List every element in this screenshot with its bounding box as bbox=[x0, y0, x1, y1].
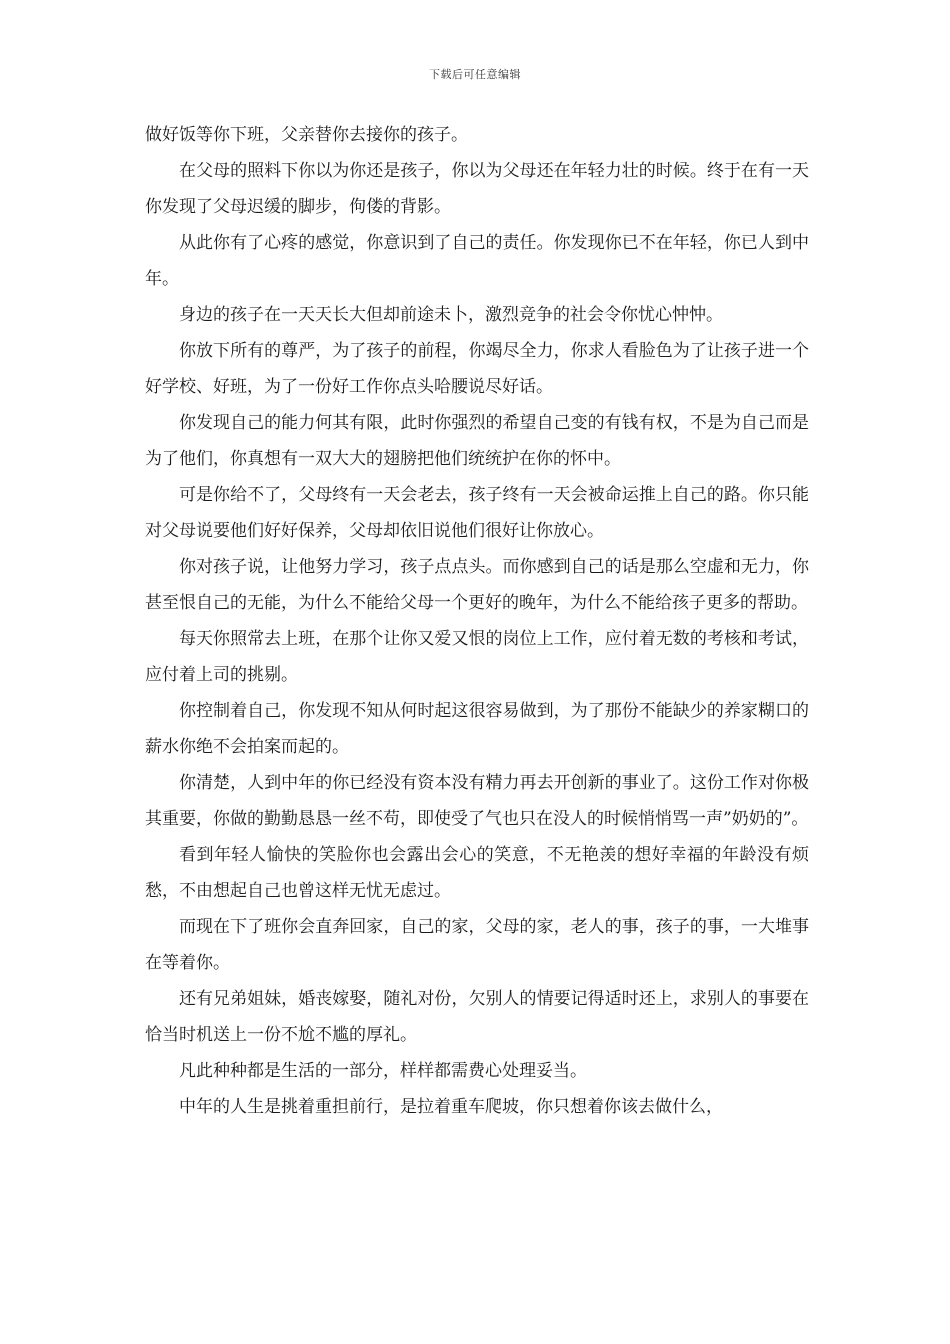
paragraph: 你发现自己的能力何其有限，此时你强烈的希望自己变的有钱有权，不是为自己而是为了他们，你真想有一双大大的翅膀把他们统统护在你的怀中。 bbox=[145, 413, 809, 469]
paragraph: 还有兄弟姐妹，婚丧嫁娶，随礼对份，欠别人的情要记得适时还上，求别人的事要在恰当时机送上一份不尬不尴的厚礼。 bbox=[145, 989, 809, 1045]
document-body bbox=[145, 117, 809, 1125]
paragraph: 凡此种种都是生活的一部分，样样都需费心处理妥当。 bbox=[179, 1061, 587, 1081]
paragraph: 你控制着自己，你发现不知从何时起这很容易做到，为了那份不能缺少的养家糊口的薪水你绝不会拍案而起的。 bbox=[145, 701, 809, 757]
paragraph: 而现在下了班你会直奔回家，自己的家，父母的家，老人的事，孩子的事，一大堆事在等着你。 bbox=[145, 917, 809, 973]
paragraph: 从此你有了心疼的感觉，你意识到了自己的责任。你发现你已不在年轻，你已人到中年。 bbox=[145, 233, 809, 289]
paragraph: 你清楚，人到中年的你已经没有资本没有精力再去开创新的事业了。这份工作对你极其重要，你做的勤勤恳恳一丝不苟，即使受了气也只在没人的时候悄悄骂一声”奶奶的”。 bbox=[145, 773, 809, 829]
paragraph: 做好饭等你下班，父亲替你去接你的孩子。 bbox=[145, 125, 468, 145]
paragraph: 在父母的照料下你以为你还是孩子，你以为父母还在年轻力壮的时候。终于在有一天你发现了父母迟缓的脚步，佝偻的背影。 bbox=[145, 161, 809, 217]
paragraph: 看到年轻人愉快的笑脸你也会露出会心的笑意，不无艳羡的想好幸福的年龄没有烦愁，不由想起自己也曾这样无忧无虑过。 bbox=[145, 845, 809, 901]
paragraph: 中年的人生是挑着重担前行，是拉着重车爬坡，你只想着你该去做什么， bbox=[179, 1097, 723, 1117]
paragraph: 每天你照常去上班，在那个让你又爱又恨的岗位上工作，应付着无数的考核和考试，应付着上司的挑剔。 bbox=[145, 629, 809, 685]
paragraph: 你放下所有的尊严，为了孩子的前程，你竭尽全力，你求人看脸色为了让孩子进一个好学校、好班，为了一份好工作你点头哈腰说尽好话。 bbox=[145, 341, 809, 397]
paragraph: 可是你给不了，父母终有一天会老去，孩子终有一天会被命运推上自己的路。你只能对父母说要他们好好保养，父母却依旧说他们很好让你放心。 bbox=[145, 485, 809, 541]
page-header: 下载后可任意编辑 bbox=[429, 68, 521, 81]
paragraph: 身边的孩子在一天天长大但却前途未卜，激烈竞争的社会令你忧心忡忡。 bbox=[179, 305, 723, 325]
paragraph: 你对孩子说，让他努力学习，孩子点点头。而你感到自己的话是那么空虚和无力，你甚至恨自己的无能，为什么不能给父母一个更好的晚年，为什么不能给孩子更多的帮助。 bbox=[145, 557, 809, 613]
